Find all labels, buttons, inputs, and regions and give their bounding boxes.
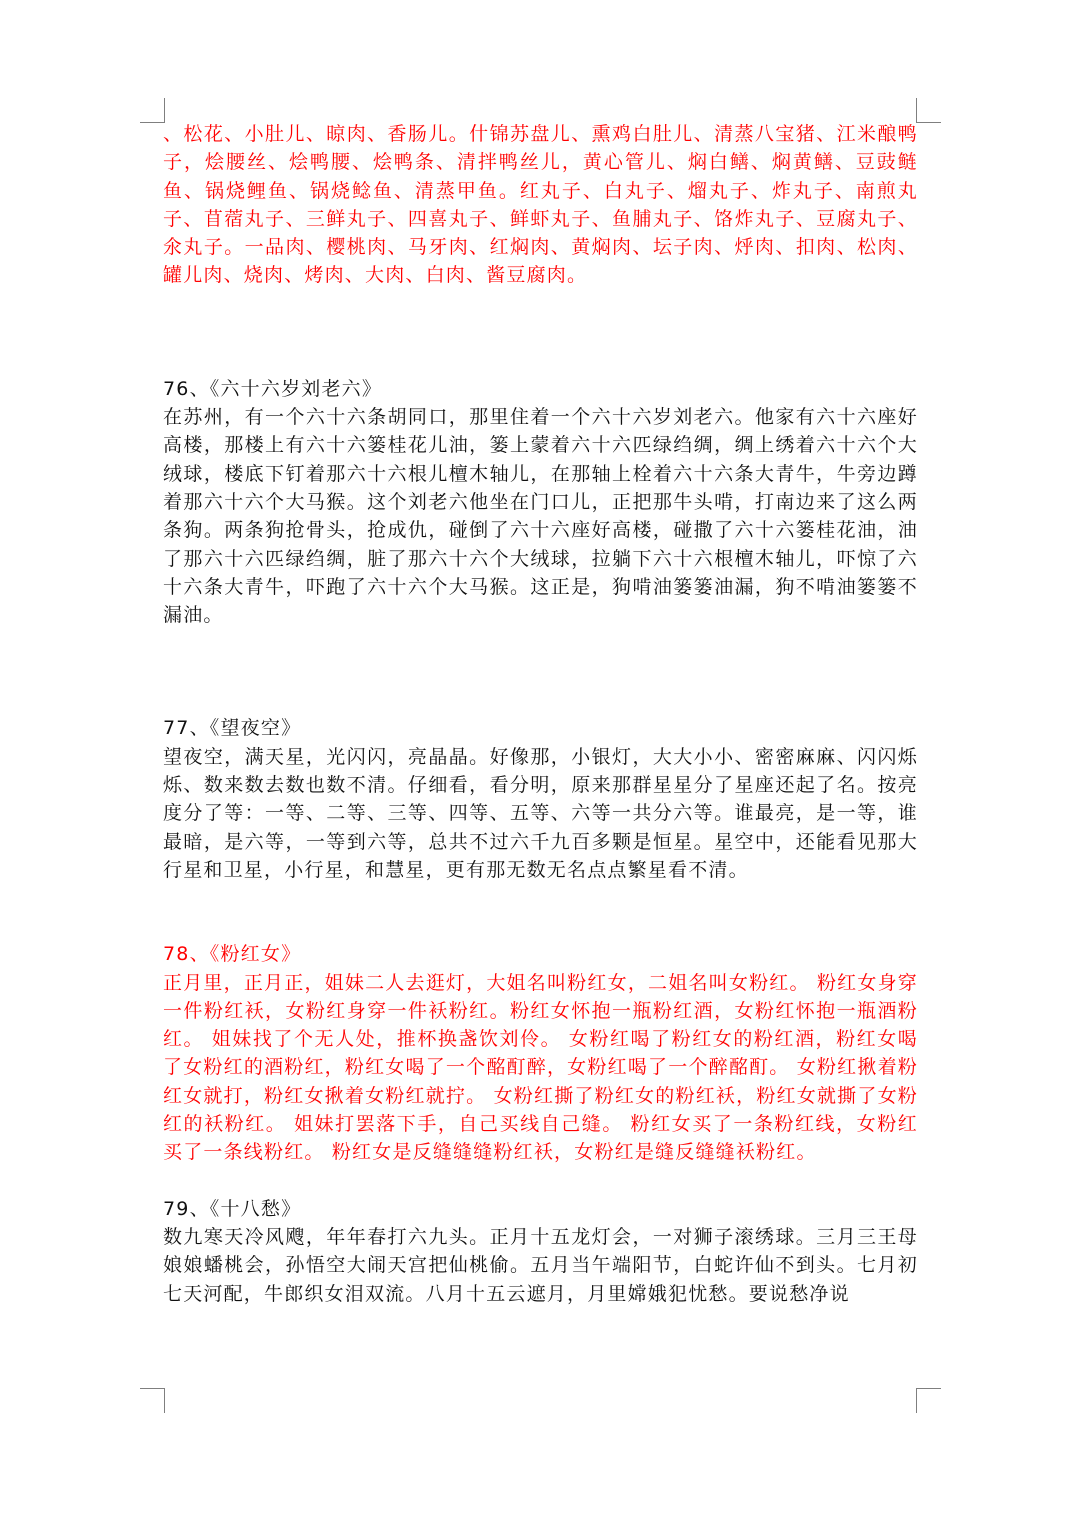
section-78-title: 78、《粉红女》: [163, 943, 302, 966]
section-76-title: 76、《六十六岁刘老六》: [163, 377, 383, 400]
crop-mark-bottom-left: [140, 1388, 165, 1413]
crop-mark-top-right: [916, 98, 941, 123]
section-78-body: 正月里，正月正，姐妹二人去逛灯，大姐名叫粉红女，二姐名叫女粉红。 粉红女身穿一件粉红袄，女粉红身穿一件袄粉红。粉红女怀抱一瓶粉红酒，女粉红怀抱一瓶酒粉红。 姐妹找了个无人处，推杯换盏饮刘伶。 女粉红喝了粉红女的粉红酒，粉红女喝了女粉红的酒粉红，粉红女喝了一个酩酊醉，女粉红喝了一个醉酩酊。 女粉红揪着粉红女就打，粉红女揪着女粉红就拧。 女粉红撕了粉红女的粉红袄，粉红女就撕了女粉红的袄粉红。 姐妹打罢落下手，自己买线自己缝。 粉红女买了一条粉红线，女粉红买了一条线粉红。 粉红女是反缝缝缝粉红袄，女粉红是缝反缝缝袄粉红。: [163, 971, 918, 1164]
page-content: [163, 120, 918, 1308]
section-76-body: 在苏州，有一个六十六条胡同口，那里住着一个六十六岁刘老六。他家有六十六座好高楼，那楼上有六十六篓桂花儿油，篓上蒙着六十六匹绿绉绸，绸上绣着六十六个大绒球，楼底下钉着那六十六根儿檀木轴儿，在那轴上栓着六十六条大青牛，牛旁边蹲着那六十六个大马猴。这个刘老六他坐在门口儿，正把那牛头啃，打南边来了这么两条狗。两条狗抢骨头，抢成仇，碰倒了六十六座好高楼，碰撒了六十六篓桂花油，油了那六十六匹绿绉绸，脏了那六十六个大绒球，拉躺下六十六根檀木轴儿，吓惊了六十六条大青牛，吓跑了六十六个大马猴。这正是，狗啃油篓篓油漏，狗不啃油篓篓不漏油。: [163, 406, 918, 627]
section-79-body: 数九寒天冷风飕，年年春打六九头。正月十五龙灯会，一对狮子滚绣球。三月三王母娘娘蟠桃会，孙悟空大闹天宫把仙桃偷。五月当午端阳节，白蛇许仙不到头。七月初七天河配，牛郎织女泪双流。八月十五云遮月，月里嫦娥犯忧愁。要说愁净说: [163, 1225, 918, 1305]
section-77-title: 77、《望夜空》: [163, 717, 302, 740]
intro-paragraph: 、松花、小肚儿、晾肉、香肠儿。什锦苏盘儿、熏鸡白肚儿、清蒸八宝猪、江米酿鸭子，烩腰丝、烩鸭腰、烩鸭条、清拌鸭丝儿，黄心管儿、焖白鳝、焖黄鳝、豆豉鲢鱼、锅烧鲤鱼、锅烧鲶鱼、清蒸甲鱼。红丸子、白丸子、熘丸子、炸丸子、南煎丸子、苜蓿丸子、三鲜丸子、四喜丸子、鲜虾丸子、鱼脯丸子、饹炸丸子、豆腐丸子、氽丸子。一品肉、樱桃肉、马牙肉、红焖肉、黄焖肉、坛子肉、烀肉、扣肉、松肉、罐儿肉、烧肉、烤肉、大肉、白肉、酱豆腐肉。: [163, 123, 918, 287]
crop-mark-bottom-right: [916, 1388, 941, 1413]
section-77-body: 望夜空，满天星，光闪闪，亮晶晶。好像那，小银灯，大大小小、密密麻麻、闪闪烁烁、数来数去数也数不清。仔细看，看分明，原来那群星星分了星座还起了名。按亮度分了等：一等、二等、三等、四等、五等、六等一共分六等。谁最亮，是一等，谁最暗，是六等，一等到六等，总共不过六千九百多颗是恒星。星空中，还能看见那大行星和卫星，小行星，和慧星，更有那无数无名点点繁星看不清。: [163, 745, 918, 881]
crop-mark-top-left: [140, 98, 165, 123]
section-79-title: 79、《十八愁》: [163, 1197, 302, 1220]
